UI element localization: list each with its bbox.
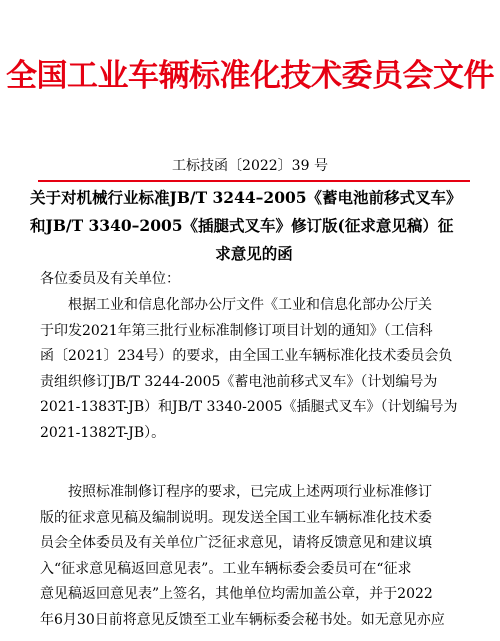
body-paragraph	[40, 480, 480, 634]
issuer-header: 全国工业车辆标准化技术委员会文件	[6, 58, 494, 94]
paragraph-line: 责组织修订JB/T 3244-2005《蓄电池前移式叉车》（计划编号为	[40, 373, 438, 390]
red-divider	[38, 180, 470, 182]
body-paragraph	[40, 293, 480, 447]
paragraph-line: 按照标准制修订程序的要求，已完成上述两项行业标准修订	[68, 484, 432, 500]
title-line: 和JB/T 3340–2005《插腿式叉车》修订版(征求意见稿）征	[30, 216, 454, 235]
title-line: 关于对机械行业标准JB/T 3244–2005《蓄电池前移式叉车》	[30, 188, 462, 207]
document-number: 工标技函〔2022〕39 号	[172, 158, 328, 174]
salutation: 各位委员及有关单位：	[40, 271, 180, 287]
paragraph-line: 2021-1382T-JB）。	[40, 424, 166, 441]
document-title	[30, 184, 478, 268]
paragraph-line: 于印发2021年第三批行业标准制修订项目计划的通知》（工信科	[40, 322, 433, 339]
paragraph-line: 函〔2021〕234号）的要求，由全国工业车辆标准化技术委员会负	[40, 348, 453, 365]
paragraph-line: 年6月30日前将意见反馈至工业车辆标委会秘书处。如无意见亦应	[40, 611, 445, 628]
paragraph-line: 员会全体委员及有关单位广泛征求意见，请将反馈意见和建议填	[40, 535, 432, 552]
paragraph-line: 版的征求意见稿及编制说明。现发送全国工业车辆标准化技术委	[40, 509, 432, 526]
paragraph-line: 根据工业和信息化部办公厅文件《工业和信息化部办公厅关	[68, 297, 432, 313]
paragraph-line: 入“征求意见稿返回意见表”。工业车辆标委会委员可在“征求	[40, 560, 412, 577]
title-line: 求意见的函	[215, 244, 293, 263]
paragraph-line: 意见稿返回意见表”上签名，其他单位均需加盖公章，并于2022	[40, 586, 433, 603]
paragraph-line: 2021-1383T-JB）和JB/T 3340-2005《插腿式叉车》（计划编号为	[40, 399, 458, 416]
